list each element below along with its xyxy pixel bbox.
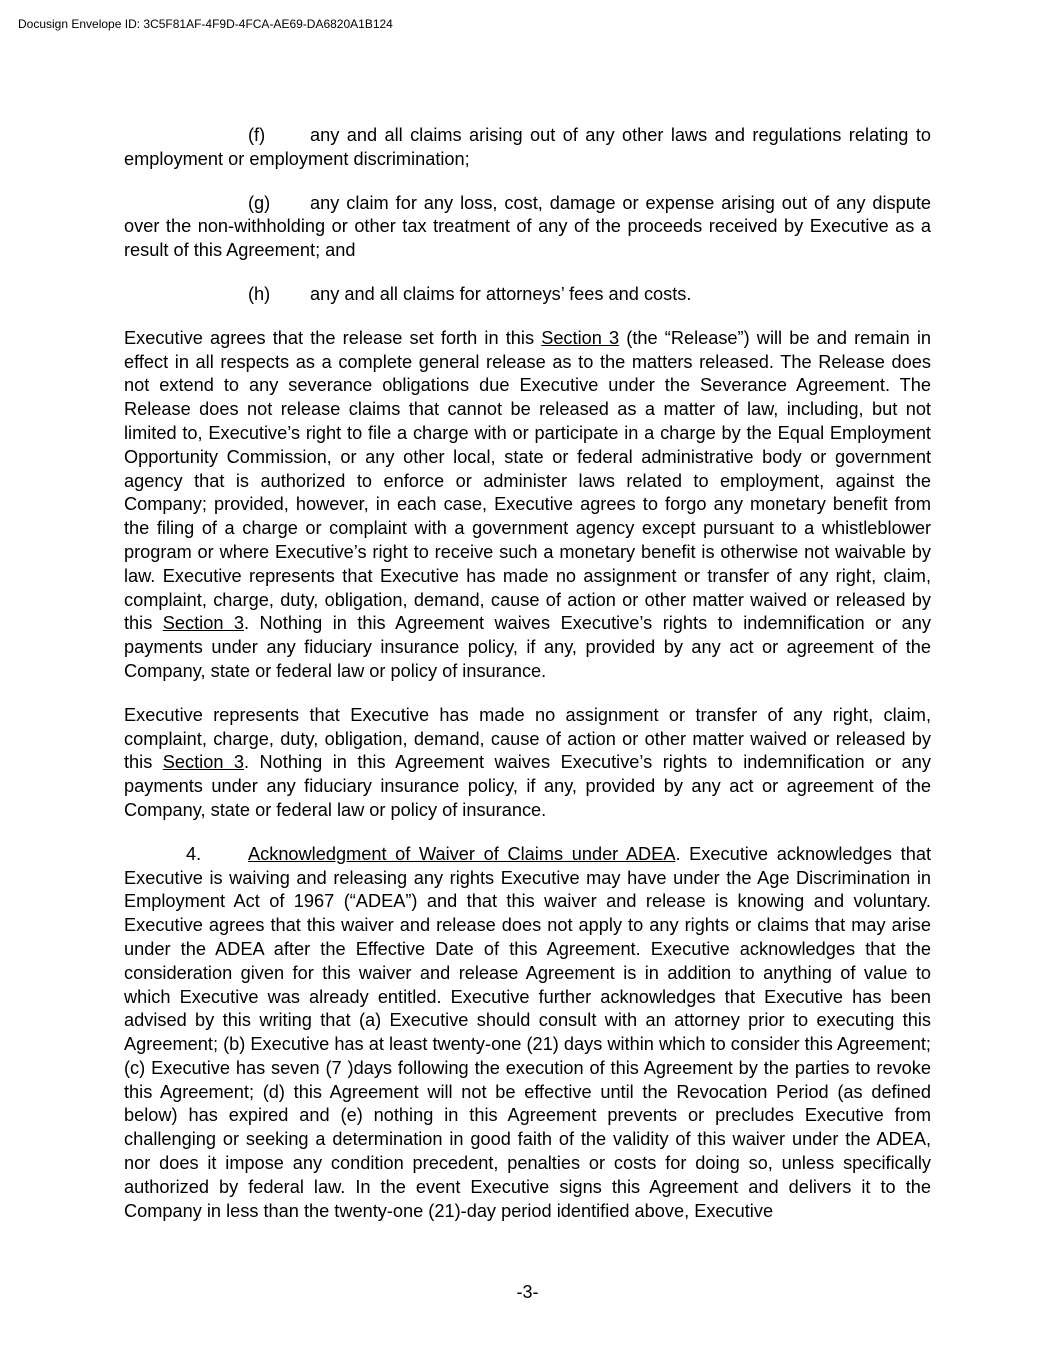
release-text-2: (the “Release”) will be and remain in effect in all respects as a complete general release as to the matters released. The Release does not extend to any severance obligations due Executive under the Severance Agreement. The Release does not release claims that cannot be released as a matter of law, including, but not limited to, Executive’s right to file a charge with or participate in a charge by the Equal Employment Opportunity Commission, or any other local, state or federal administrative body or government agency that is authorized to enforce or administer laws related to employment, against the Company; provided, however, in each case, Executive agrees to forgo any monetary benefit from the filing of a charge or complaint with a government agency except pursuant to a whistleblower program or where Executive’s right to receive such a monetary benefit is otherwise not waivable by law. Executive represents that Executive has made no assignment or transfer of any right, claim, complaint, charge, duty, obligation, demand, cause of action or other matter waived or released by this	[124, 327, 931, 634]
release-text-3: . Nothing in this Agreement waives Executive’s rights to indemnification or any payments under any fiduciary insurance policy, if any, provided by any act or agreement of the Company, state or federal law or policy of insurance.	[124, 613, 932, 681]
clause-item-h	[124, 283, 931, 307]
section-heading: Acknowledgment of Waiver of Claims under ADEA	[248, 843, 676, 864]
section-4	[124, 843, 931, 1224]
represent-text-1: Executive represents that Executive has made no assignment or transfer of any right, claim, complaint, charge, duty, obligation, demand, cause of action or other matter waived or released by this	[124, 704, 931, 773]
section-reference: Section 3	[162, 613, 245, 634]
clause-label: (g)	[248, 192, 271, 213]
represent-paragraph	[124, 704, 931, 823]
section-number: 4.	[186, 843, 202, 864]
clause-item-g	[124, 192, 931, 263]
clause-text: any claim for any loss, cost, damage or expense arising out of any dispute over the non-withholding or other tax treatment of any of the proceeds received by Executive as a result of this Agreement; and	[124, 192, 931, 261]
clause-text: any and all claims for attorneys’ fees and costs.	[310, 283, 692, 304]
section-text: . Executive acknowledges that Executive is waiving and releasing any rights Executive may have under the Age Discrimination in Employment Act of 1967 (“ADEA”) and that this waiver and release is knowing and voluntary. Executive agrees that this waiver and release does not apply to any rights or claims that may arise under the ADEA after the Effective Date of this Agreement. Executive acknowledges that the consideration given for this waiver and release Agreement is in addition to anything of value to which Executive was already entitled. Executive further acknowledges that Executive has been advised by this writing that (a) Executive should consult with an attorney prior to executing this Agreement; (b) Executive has at least twenty-one (21) days within which to consider this Agreement; (c) Executive has seven (7 )days following the execution of this Agreement by the parties to revoke this Agreement; (d) this Agreement will not be effective until the Revocation Period (as defined below) has expired and (e) nothing in this Agreement prevents or precludes Executive from challenging or seeking a determination in good faith of the validity of this waiver under the ADEA, nor does it impose any condition precedent, penalties or costs for doing so, unless specifically authorized by federal law. In the event Executive signs this Agreement and delivers it to the Company in less than the twenty-one (21)-day period identified above, Executive	[124, 843, 931, 1221]
clause-item-f	[124, 124, 931, 172]
represent-text-2: . Nothing in this Agreement waives Executive’s rights to indemnification or any payments under any fiduciary insurance policy, if any, provided by any act or agreement of the Company, state or federal law or policy of insurance.	[124, 752, 932, 820]
page-number: -3-	[516, 1282, 539, 1302]
clause-label: (h)	[248, 283, 271, 304]
release-paragraph	[124, 327, 931, 684]
section-reference: Section 3	[162, 752, 245, 773]
section-reference: Section 3	[541, 327, 620, 348]
clause-label: (f)	[248, 125, 266, 145]
envelope-id: Docusign Envelope ID: 3C5F81AF-4F9D-4FCA-AE69-DA6820A1B124	[18, 17, 393, 31]
release-text-1: Executive agrees that the release set forth in this	[124, 327, 542, 348]
document-body	[124, 124, 931, 1243]
clause-text: any and all claims arising out of any other laws and regulations relating to employment or employment discrimination;	[124, 125, 931, 169]
